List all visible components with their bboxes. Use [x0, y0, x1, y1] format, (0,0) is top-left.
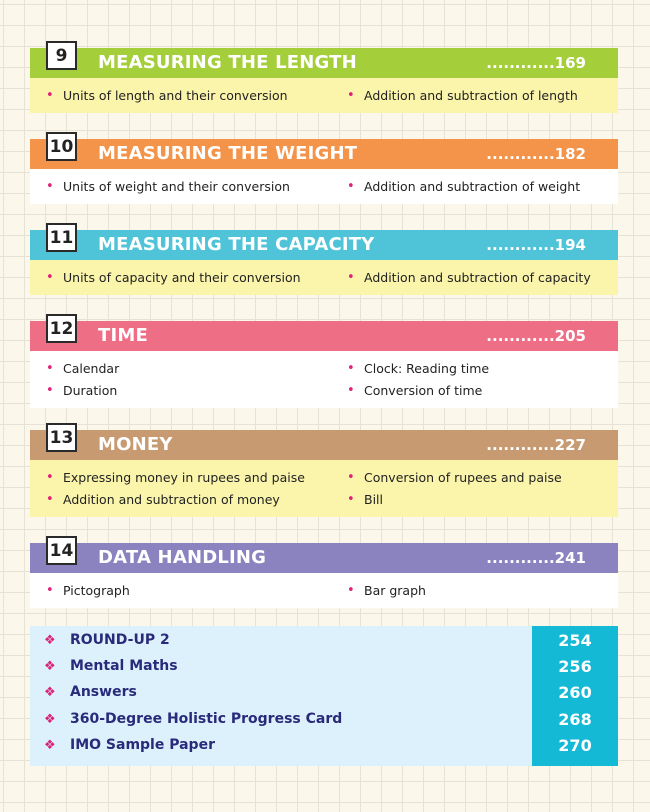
chapter-9: [30, 45, 618, 113]
diamond-bullet-icon: ❖: [44, 633, 56, 648]
topic-item: • Addition and subtraction of length: [339, 88, 618, 103]
chapter-page: ............169: [486, 54, 586, 72]
chapter-title: MONEY: [98, 434, 173, 455]
topic-item: • Conversion of time: [339, 383, 618, 398]
topic-item: • Pictograph: [30, 583, 339, 598]
chapter-page: ............241: [486, 549, 586, 567]
extra-item-imo-sample-paper[interactable]: [30, 735, 618, 761]
chapter-title: DATA HANDLING: [98, 547, 267, 568]
topic-item: • Units of capacity and their conversion: [30, 270, 339, 285]
chapter-topics: [30, 460, 618, 517]
chapter-page: ............194: [486, 236, 586, 254]
chapter-topics: [30, 260, 618, 295]
chapter-11: [30, 227, 618, 295]
chapter-topics: [30, 169, 618, 204]
topic-item: • Bar graph: [339, 583, 618, 598]
extra-label: Answers: [70, 684, 137, 700]
chapter-header[interactable]: [30, 45, 618, 78]
topic-item: • Units of length and their conversion: [30, 88, 339, 103]
extra-item-roundup-2[interactable]: [30, 630, 618, 656]
chapter-header[interactable]: [30, 136, 618, 169]
chapter-number: 11: [46, 223, 77, 252]
chapter-title: MEASURING THE WEIGHT: [98, 143, 358, 164]
extra-label: IMO Sample Paper: [70, 737, 215, 753]
extra-item-mental-maths[interactable]: [30, 656, 618, 682]
chapter-number: 14: [46, 536, 77, 565]
extra-label: 360-Degree Holistic Progress Card: [70, 711, 343, 727]
chapter-title: MEASURING THE LENGTH: [98, 52, 357, 73]
topic-item: • Bill: [339, 492, 618, 507]
topic-item: • Addition and subtraction of weight: [339, 179, 618, 194]
topic-item: • Clock: Reading time: [339, 361, 618, 376]
extra-page: 254: [558, 631, 592, 650]
topic-item: • Expressing money in rupees and paise: [30, 470, 339, 485]
chapter-page: ............182: [486, 145, 586, 163]
diamond-bullet-icon: ❖: [44, 659, 56, 674]
extra-item-progress-card[interactable]: [30, 709, 618, 735]
chapter-14: [30, 540, 618, 608]
extra-page: 270: [558, 736, 592, 755]
topic-item: • Addition and subtraction of money: [30, 492, 339, 507]
chapter-number: 12: [46, 314, 77, 343]
extra-page: 256: [558, 657, 592, 676]
extras-list: [30, 626, 618, 766]
chapter-topics: [30, 351, 618, 408]
chapter-12: [30, 318, 618, 408]
chapter-number: 13: [46, 423, 77, 452]
chapter-header[interactable]: [30, 427, 618, 460]
chapter-page: ............227: [486, 436, 586, 454]
chapter-10: [30, 136, 618, 204]
topic-item: • Conversion of rupees and paise: [339, 470, 618, 485]
chapter-13: [30, 427, 618, 517]
chapter-topics: [30, 78, 618, 113]
chapter-number: 9: [46, 41, 77, 70]
topic-item: • Calendar: [30, 361, 339, 376]
chapter-header[interactable]: [30, 227, 618, 260]
extra-label: Mental Maths: [70, 658, 178, 674]
diamond-bullet-icon: ❖: [44, 712, 56, 727]
chapter-topics: [30, 573, 618, 608]
chapter-header[interactable]: [30, 540, 618, 573]
diamond-bullet-icon: ❖: [44, 738, 56, 753]
diamond-bullet-icon: ❖: [44, 685, 56, 700]
extra-label: ROUND-UP 2: [70, 632, 170, 648]
chapter-title: MEASURING THE CAPACITY: [98, 234, 375, 255]
topic-item: • Addition and subtraction of capacity: [339, 270, 618, 285]
extra-item-answers[interactable]: [30, 682, 618, 708]
chapter-number: 10: [46, 132, 77, 161]
extra-page: 268: [558, 710, 592, 729]
chapter-header[interactable]: [30, 318, 618, 351]
extra-page: 260: [558, 683, 592, 702]
chapter-page: ............205: [486, 327, 586, 345]
topic-item: • Units of weight and their conversion: [30, 179, 339, 194]
topic-item: • Duration: [30, 383, 339, 398]
chapter-title: TIME: [98, 325, 148, 346]
